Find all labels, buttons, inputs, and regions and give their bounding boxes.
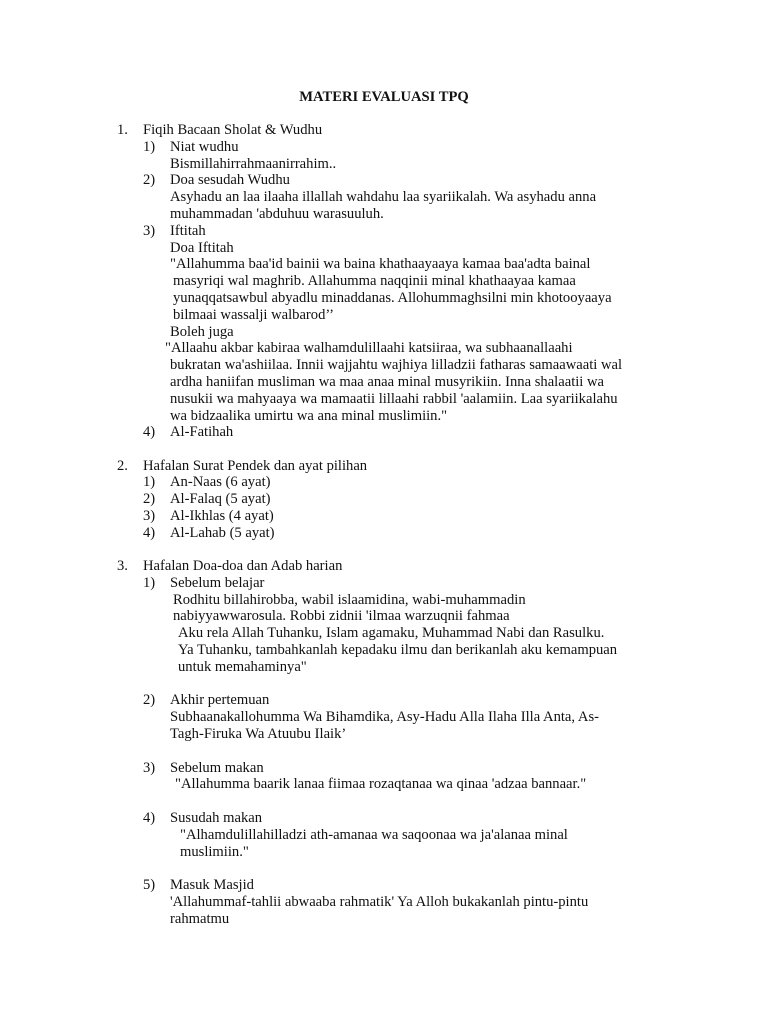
item-label: Al-Fatihah [170, 424, 234, 440]
item-label: Akhir pertemuan [170, 692, 270, 708]
item-label: Masuk Masjid [170, 877, 254, 893]
section-number: 3. [117, 558, 128, 574]
item-text-line: muhammadan 'abduhuu warasuuluh. [170, 206, 384, 222]
item-text-line: rahmatmu [170, 911, 230, 927]
item-text-line: "Alhamdulillahilladzi ath-amanaa wa saqoonaa wa ja'alanaa minal [180, 827, 568, 843]
item-text-line: untuk memahaminya" [178, 659, 307, 675]
item-number: 1) [143, 575, 156, 591]
item-number: 2) [143, 491, 156, 507]
item-number: 4) [143, 810, 156, 826]
item-number: 2) [143, 692, 156, 708]
section-number: 2. [117, 458, 128, 474]
item-text-line: Aku rela Allah Tuhanku, Islam agamaku, Muhammad Nabi dan Rasulku. [178, 625, 605, 641]
item-text-line: ardha haniifan musliman wa maa anaa minal musyrikiin. Inna shalaatii wa [170, 374, 605, 390]
section-heading: Hafalan Surat Pendek dan ayat pilihan [143, 458, 368, 474]
section-number: 1. [117, 122, 128, 138]
item-label: Susudah makan [170, 810, 263, 826]
item-text-line: bilmaai wassalji walbarod’’ [173, 307, 335, 323]
item-text-line: Boleh juga [170, 324, 234, 340]
item-number: 5) [143, 877, 156, 893]
item-text-line: "Allahumma baarik lanaa fiimaa rozaqtanaa wa qinaa 'adzaa bannaar." [175, 776, 587, 792]
item-label: Niat wudhu [170, 139, 239, 155]
section-heading: Fiqih Bacaan Sholat & Wudhu [143, 122, 323, 138]
item-text-line: masyriqi wal maghrib. Allahumma naqqinii minal khathaayaa kamaa [173, 273, 576, 289]
item-text-line: Ya Tuhanku, tambahkanlah kepadaku ilmu dan berikanlah aku kemampuan [178, 642, 618, 658]
item-label: Sebelum makan [170, 760, 264, 776]
item-text-line: "Allahumma baa'id bainii wa baina khathaayaaya kamaa baa'adta bainal [170, 256, 591, 272]
item-number: 4) [143, 424, 156, 440]
item-label: An-Naas (6 ayat) [170, 474, 271, 490]
item-text-line: Asyhadu an laa ilaaha illallah wahdahu laa syariikalah. Wa asyhadu anna [170, 189, 597, 205]
item-number: 3) [143, 760, 156, 776]
item-label: Al-Falaq (5 ayat) [170, 491, 271, 507]
item-label: Sebelum belajar [170, 575, 265, 591]
item-text-line: Doa Iftitah [170, 240, 234, 256]
item-label: Al-Ikhlas (4 ayat) [170, 508, 274, 524]
item-text-line: bukratan wa'ashiilaa. Innii wajjahtu wajhiya lilladzii fatharas samaawaati wal [170, 357, 623, 373]
item-number: 3) [143, 508, 156, 524]
item-text-line: muslimiin." [180, 844, 249, 860]
item-text-line: Bismillahirrahmaanirrahim.. [170, 156, 337, 172]
item-number: 2) [143, 172, 156, 188]
item-text-line: Rodhitu billahirobba, wabil islaamidina, wabi-muhammadin [173, 592, 526, 608]
item-label: Doa sesudah Wudhu [170, 172, 290, 188]
item-text-line: 'Allahummaf-tahlii abwaaba rahmatik' Ya Alloh bukakanlah pintu-pintu [170, 894, 589, 910]
item-text-line: yunaqqatsawbul abyadlu minaddanas. Allohummaghsilni min khotooyaaya [173, 290, 612, 306]
item-text-line: nabiyyawwarosula. Robbi zidnii 'ilmaa warzuqnii fahmaa [173, 608, 510, 624]
item-text-line: nusukii wa mahyaaya wa mamaatii lillaahi rabbil 'aalamiin. Laa syariikalahu [170, 391, 618, 407]
item-number: 4) [143, 525, 156, 541]
item-text-line: Tagh-Firuka Wa Atuubu Ilaik’ [170, 726, 347, 742]
page-title: MATERI EVALUASI TPQ [299, 89, 469, 105]
item-text-line: Subhaanakallohumma Wa Bihamdika, Asy-Hadu Alla Ilaha Illa Anta, As- [170, 709, 599, 725]
item-label: Iftitah [170, 223, 206, 239]
item-number: 3) [143, 223, 156, 239]
item-number: 1) [143, 139, 156, 155]
section-heading: Hafalan Doa-doa dan Adab harian [143, 558, 343, 574]
item-label: Al-Lahab (5 ayat) [170, 525, 275, 541]
item-text-line: wa bidzaalika umirtu wa ana minal muslimiin." [170, 408, 448, 424]
item-number: 1) [143, 474, 156, 490]
item-text-line: "Allaahu akbar kabiraa walhamdulillaahi katsiiraa, wa subhaanallaahi [165, 340, 573, 356]
